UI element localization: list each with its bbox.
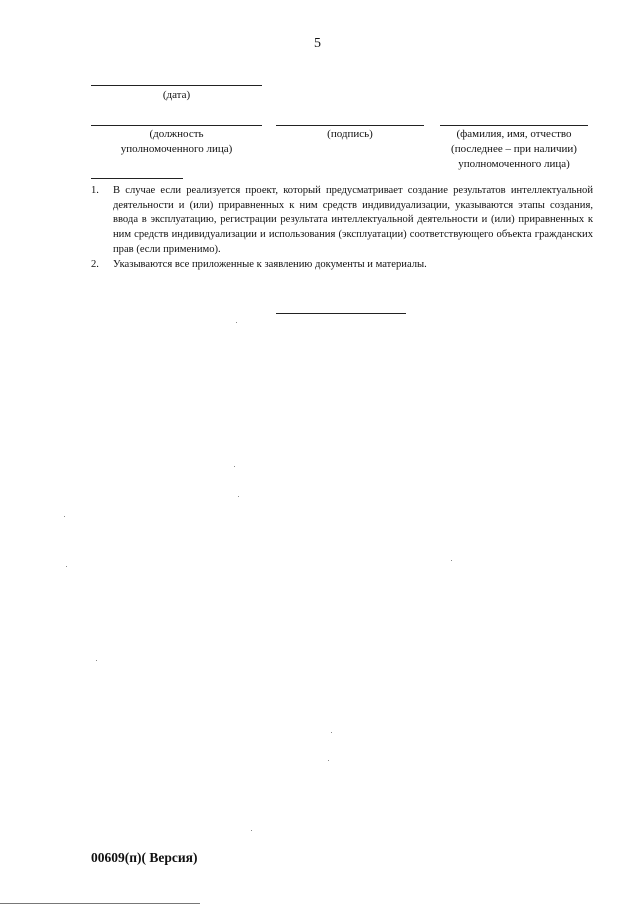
page-number: 5 bbox=[314, 36, 321, 51]
scan-speck bbox=[251, 830, 252, 831]
position-caption-line2: уполномоченного лица) bbox=[120, 143, 233, 155]
scan-speck bbox=[328, 760, 329, 761]
scan-speck bbox=[451, 560, 452, 561]
version-code: 00609(п)( Версия) bbox=[91, 850, 198, 865]
footnote-number: 2. bbox=[91, 258, 99, 270]
name-caption bbox=[428, 127, 600, 172]
name-caption-line2: (последнее – при наличии) bbox=[451, 143, 577, 155]
bottom-edge-rule bbox=[0, 903, 200, 904]
scan-speck bbox=[66, 566, 67, 567]
scan-speck bbox=[96, 660, 97, 661]
name-caption-line1: (фамилия, имя, отчество bbox=[456, 128, 572, 140]
position-caption bbox=[86, 127, 267, 157]
scan-speck bbox=[331, 732, 332, 733]
footnotes bbox=[91, 184, 593, 272]
scan-speck bbox=[64, 516, 65, 517]
footnote-number: 1. bbox=[91, 185, 99, 196]
scan-speck bbox=[234, 466, 235, 467]
footnote-text: Указываются все приложенные к заявлению документы и материалы. bbox=[113, 258, 427, 270]
signature-line bbox=[276, 125, 424, 126]
date-caption: (дата) bbox=[162, 89, 191, 101]
scan-speck bbox=[236, 322, 237, 323]
footnote-item bbox=[91, 184, 593, 258]
name-line bbox=[440, 125, 588, 126]
end-rule bbox=[276, 313, 406, 314]
footnote-separator bbox=[91, 178, 183, 179]
scan-speck bbox=[238, 496, 239, 497]
name-caption-line3: уполномоченного лица) bbox=[458, 158, 570, 170]
position-line bbox=[91, 125, 262, 126]
footnote-item bbox=[91, 258, 593, 273]
signature-caption: (подпись) bbox=[327, 128, 373, 140]
footnote-text: В случае если реализуется проект, который предусматривает создание результатов интеллектуальной деятельности и (или) приравненных к ним средств индивидуализации, указываются этапы создания, ввода в эксплуатацию, регистрации результата интеллектуальной деятельности и (или) приравненных к ним средств индивидуализации и использования (эксплуатации) соответствующего объекта гражданских прав (если применимо). bbox=[113, 185, 593, 255]
date-line bbox=[91, 85, 262, 86]
position-caption-line1: (должность bbox=[149, 128, 204, 140]
